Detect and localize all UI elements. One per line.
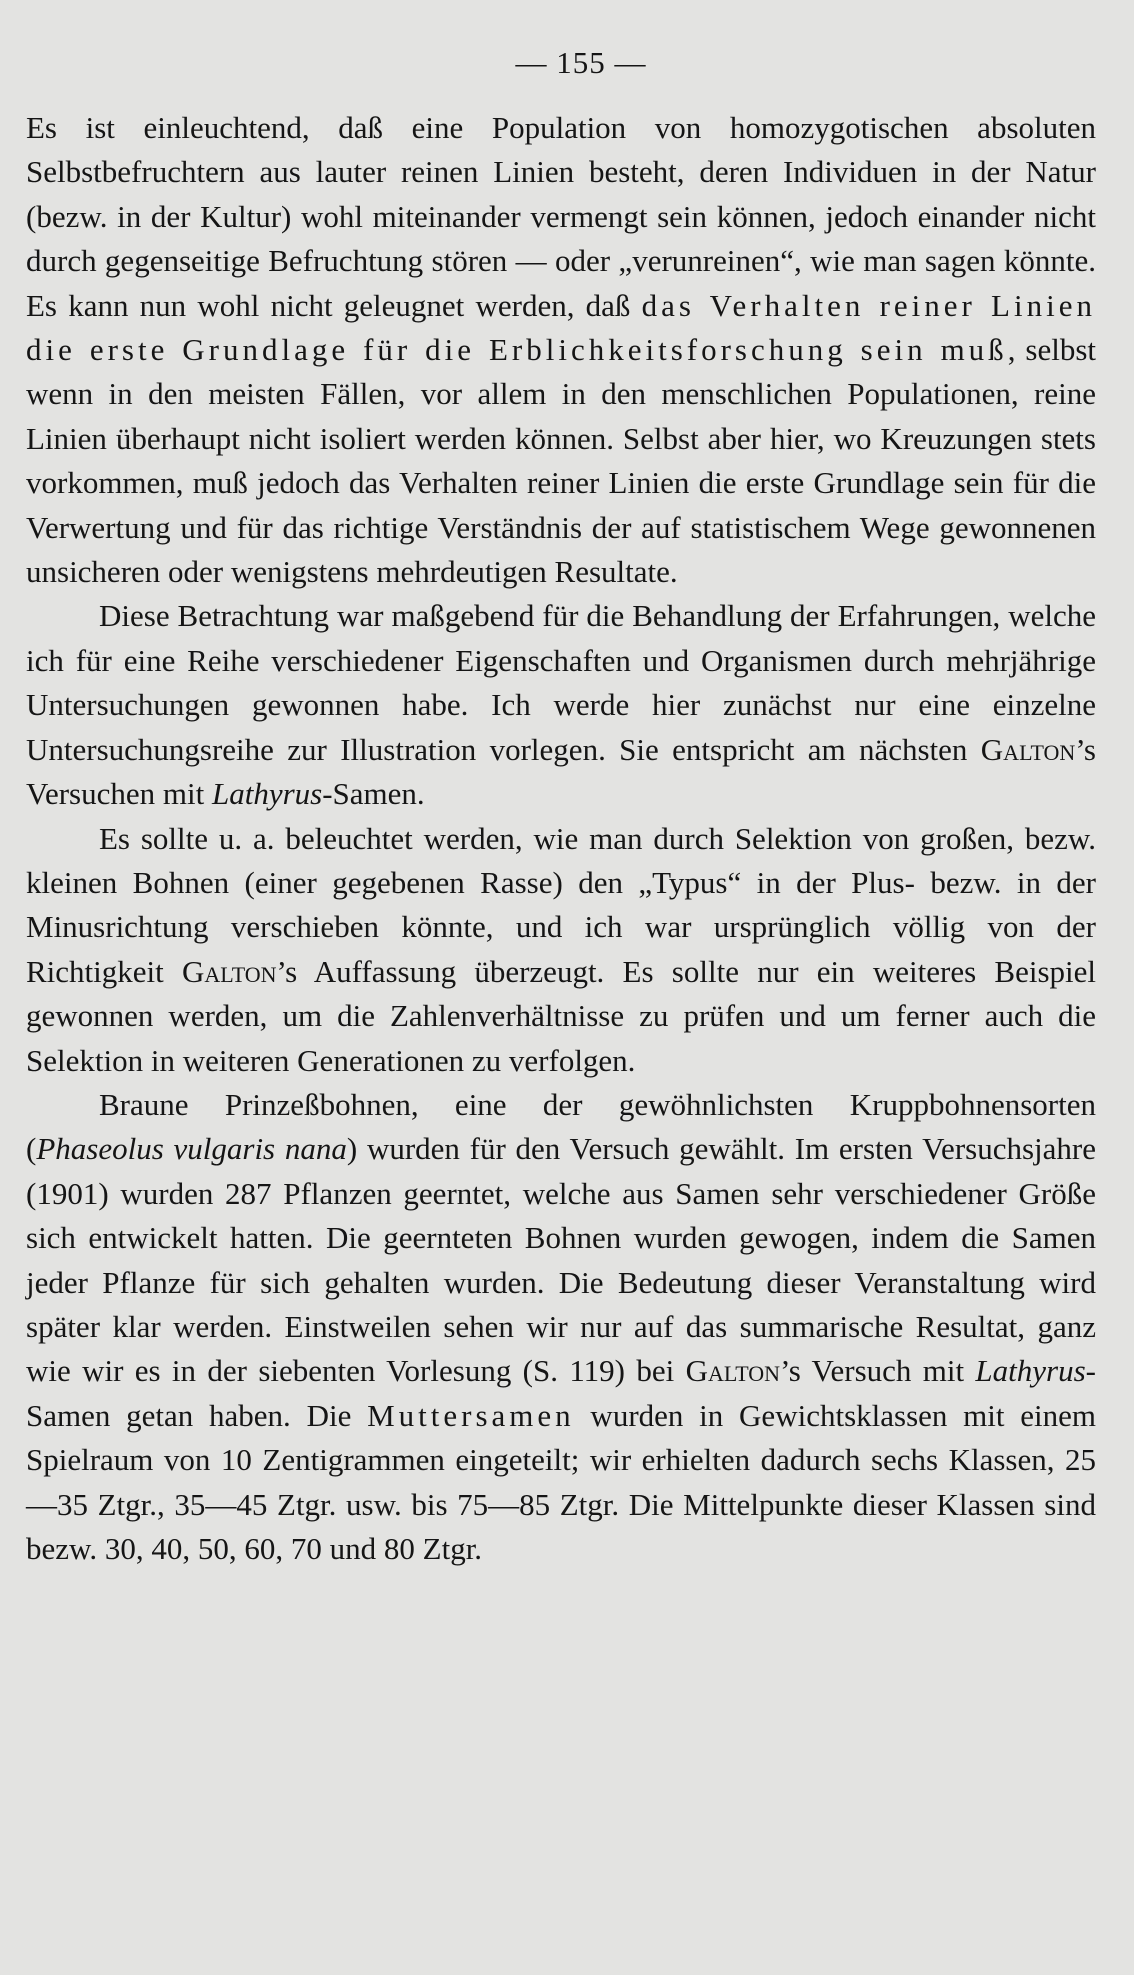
text-run: ’s Versuchen mit [26,731,1096,812]
text-run-em: Phaseolus vulgaris nana [36,1131,347,1167]
paragraph-populations [26,106,1096,594]
paragraph-selektion [26,817,1096,1083]
text-run: -Samen. [322,776,425,812]
paragraph-prinzessbohnen [26,1083,1096,1571]
text-run-spaced: das Verhalten reiner Linien die erste Grundlage für die Erblichkeitsforschung sein muß [26,287,1096,368]
text-run-em: Lathyrus [975,1353,1086,1389]
paragraph-betrachtung [26,594,1096,816]
text-run: wurden in Gewichtsklassen mit einem Spielraum von 10 Zentigrammen eingeteilt; wir erhielten dadurch sechs Klassen, 25—35 Ztgr., 35—45 Ztgr. usw. bis 75—85 Ztgr. Die Mittelpunkte dieser Klassen sind bezw. 30, 40, 50, 60, 70 und 80 Ztgr. [26,1397,1096,1566]
text-run: Braune Prinzeßbohnen, eine der gewöhnlichsten Kruppbohnensorten ( [26,1086,1096,1167]
text-run-sc: Galton [685,1353,781,1389]
text-run-em: Lathyrus [211,776,323,812]
text-run-sc: Galton [182,953,277,989]
text-run: Es ist einleuchtend, daß eine Population von homozygotischen absoluten Selbstbefruchtern aus lauter reinen Linien besteht, deren Individuen in der Natur (bezw. in der Kultur) wohl miteinander vermengt sein können, jedoch einander nicht durch gegenseitige Befruchtung stören — oder „verunreinen“, wie man sagen könnte. Es kann nun wohl nicht geleugnet werden, daß [26,110,1096,323]
text-run: ’s Auffassung überzeugt. Es sollte nur ein weiteres Beispiel gewonnen werden, um die Zahlenverhältnisse zu prüfen und um ferner auch die Selektion in weiteren Generationen zu verfolgen. [26,953,1096,1078]
text-run: , selbst wenn in den meisten Fällen, vor allem in den menschlichen Populationen, reine Linien überhaupt nicht isoliert werden können. Selbst aber hier, wo Kreuzungen stets vorkommen, muß jedoch das Verhalten reiner Linien die erste Grundlage sein für die Verwertung und für das richtige Verständnis der auf statistischem Wege gewonnenen unsicheren oder wenigstens mehrdeutigen Resultate. [26,332,1096,590]
text-run: -Samen getan haben. Die [26,1353,1096,1433]
text-run-spaced: Muttersamen [367,1397,575,1433]
text-run: ) wurden für den Versuch gewählt. Im ersten Versuchsjahre (1901) wurden 287 Pflanzen geerntet, welche aus Samen sehr verschiedener Größe sich entwickelt hatten. Die geernteten Bohnen wurden gewogen, indem die Samen jeder Pflanze für sich gehalten wurden. Die Bedeutung dieser Veranstaltung wird später klar werden. Einstweilen sehen wir nur auf das summarische Resultat, ganz wie wir es in der siebenten Vorlesung (S. 119) bei [26,1131,1096,1389]
page-number: — 155 — [515,45,647,80]
text-run: Es sollte u. a. beleuchtet werden, wie man durch Selektion von großen, bezw. kleinen Bohnen (einer gegebenen Rasse) den „Typus“ in der Plus- bezw. in der Minusrichtung verschieben könnte, und ich war ursprünglich völlig von der Richtigkeit [26,820,1096,989]
text-run: Diese Betrachtung war maßgebend für die Behandlung der Erfahrungen, welche ich für eine Reihe verschiedener Eigenschaften und Organismen durch mehrjährige Untersuchungen gewonnen habe. Ich werde hier zunächst nur eine einzelne Untersuchungsreihe zur Illustration vorlegen. Sie entspricht am nächsten [26,598,1096,767]
text-run-sc: Galton [980,731,1076,767]
text-run: ’s Versuch mit [780,1353,976,1389]
